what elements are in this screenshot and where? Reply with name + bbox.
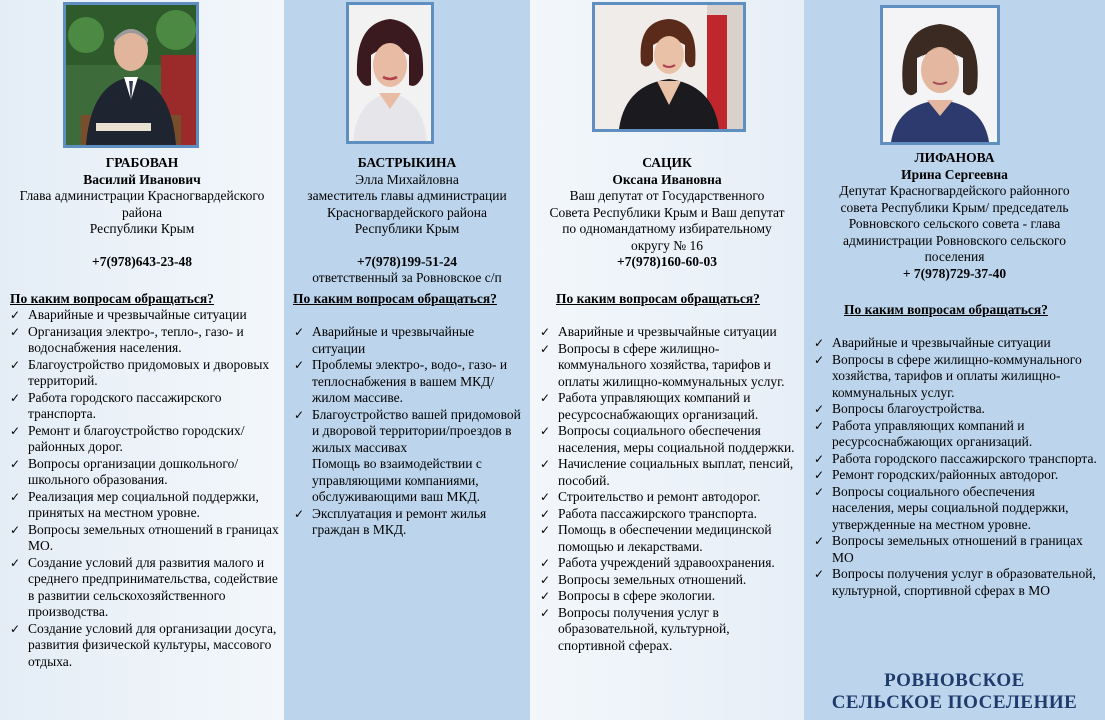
questions-list-grabovan: [8, 307, 280, 670]
questions-list-sacik: [538, 324, 800, 654]
questions-title: По каким вопросам обращаться?: [556, 291, 760, 306]
settlement-title-line1: РОВНОВСКОЕ: [884, 670, 1025, 691]
list-item: ✓ Благоустройство вашей придомовой и дворовой территории/проездов в жилых массивах: [292, 407, 524, 457]
name-bastrykina: Элла Михайловна: [355, 171, 459, 187]
questions-title: По каким вопросам обращаться?: [844, 302, 1048, 317]
person-info-sacik: [530, 155, 804, 271]
list-item: ✓ Ремонт городских/районных автодорог.: [812, 467, 1100, 484]
list-item: ✓ Организация электро-, тепло-, газо- и водоснабжения населения.: [8, 324, 280, 357]
position-line: по одномандатному избирательному: [562, 221, 772, 236]
column-lifanova: [804, 0, 1105, 720]
list-item: ✓ Аварийные и чрезвычайные ситуации: [812, 335, 1100, 352]
name-grabovan: Василий Иванович: [83, 171, 201, 187]
list-item: ✓ Создание условий для развития малого и среднего предпринимательства, содействие в развитии сельскохозяйственного производства.: [8, 555, 280, 621]
list-item: ✓ Проблемы электро-, водо-, газо- и теплоснабжения в вашем МКД/жилом массиве.: [292, 357, 524, 407]
list-item: ✓ Эксплуатация и ремонт жилья граждан в МКД.: [292, 506, 524, 539]
position-line: поселения: [924, 249, 985, 264]
list-item: ✓ Реализация мер социальной поддержки, принятых на местном уровне.: [8, 489, 280, 522]
position-line: администрации Ровновского сельского: [842, 232, 1067, 248]
list-item: ✓ Вопросы в сфере экологии.: [538, 588, 800, 605]
person-info-bastrykina: [284, 155, 530, 287]
photo-grabovan: [63, 2, 199, 148]
list-item: ✓ Вопросы в сфере жилищно-коммунального хозяйства, тарифов и оплаты жилищно-коммунальных услуг.: [538, 341, 800, 391]
column-bastrykina: [284, 0, 530, 720]
list-item: ✓ Строительство и ремонт автодорог.: [538, 489, 800, 506]
position-line: Ваш депутат от Государственного: [569, 188, 765, 203]
position-line: Республики Крым: [89, 221, 195, 236]
list-item: ✓ Создание условий для организации досуга, развития физической культуры, массового отдыха.: [8, 621, 280, 671]
responsible-note: ответственный за Ровновское с/п: [312, 270, 502, 285]
position-line: района: [122, 204, 162, 220]
list-item: ✓ Вопросы социального обеспечения населения, меры социальной поддержки, утвержденные на местном уровне.: [812, 484, 1100, 534]
person-info-grabovan: [0, 155, 284, 270]
settlement-title-line2: СЕЛЬСКОЕ ПОСЕЛЕНИЕ: [831, 692, 1078, 713]
list-item: ✓ Вопросы в сфере жилищно-коммунального хозяйства, тарифов и оплаты жилищно-коммунальных услуг.: [812, 352, 1100, 402]
name-sacik: Оксана Ивановна: [612, 171, 722, 187]
photo-bastrykina: [346, 2, 434, 144]
column-sacik: [530, 0, 804, 720]
column-grabovan: [0, 0, 284, 720]
phone-bastrykina: +7(978)199-51-24: [357, 253, 457, 269]
surname-grabovan: ГРАБОВАН: [105, 155, 179, 170]
list-item: ✓ Работа управляющих компаний и ресурсоснабжающих организаций.: [812, 418, 1100, 451]
list-item: ✓ Работа городского пассажирского транспорта.: [812, 451, 1100, 468]
position-line: Республики Крым: [354, 221, 460, 236]
questions-title: По каким вопросам обращаться?: [293, 291, 497, 306]
photo-sacik: [592, 2, 746, 132]
phone-sacik: +7(978)160-60-03: [617, 254, 717, 269]
list-item: ✓ Начисление социальных выплат, пенсий, пособий.: [538, 456, 800, 489]
list-item: Помощь во взаимодействии с управляющими компаниями, обслуживающими ваш МКД.: [312, 456, 482, 504]
list-item: ✓ Аварийные и чрезвычайные ситуации: [538, 324, 800, 341]
position-line: заместитель главы администрации: [307, 188, 507, 203]
list-item: ✓ Аварийные и чрезвычайные ситуации: [292, 324, 524, 357]
list-item: ✓ Работа управляющих компаний и ресурсоснабжающих организаций.: [538, 390, 800, 423]
phone-grabovan: +7(978)643-23-48: [92, 253, 192, 269]
name-lifanova: Ирина Сергеевна: [901, 166, 1008, 182]
list-item: ✓ Ремонт и благоустройство городских/районных дорог.: [8, 423, 280, 456]
surname-lifanova: ЛИФАНОВА: [914, 150, 995, 165]
list-item: ✓ Работа пассажирского транспорта.: [538, 506, 800, 523]
list-item: ✓ Работа учреждений здравоохранения.: [538, 555, 800, 572]
position-line: Совета Республики Крым и Ваш депутат: [549, 204, 785, 220]
position-line: Глава администрации Красногвардейского: [19, 188, 265, 203]
list-item: ✓ Вопросы земельных отношений.: [538, 572, 800, 589]
list-item: ✓ Благоустройство придомовых и дворовых территорий.: [8, 357, 280, 390]
list-item: ✓ Вопросы получения услуг в образовательной, культурной, спортивной сферах.: [538, 605, 800, 655]
position-line: Депутат Красногвардейского районного: [839, 183, 1070, 198]
surname-sacik: САЦИК: [642, 155, 692, 170]
settlement-title: [804, 670, 1105, 714]
surname-bastrykina: БАСТРЫКИНА: [357, 155, 457, 170]
position-line: Ровновского сельского совета - глава: [848, 216, 1061, 231]
questions-title: По каким вопросам обращаться?: [10, 291, 214, 306]
list-item: ✓ Работа городского пассажирского транспорта.: [8, 390, 280, 423]
list-item: ✓ Вопросы земельных отношений в границах МО.: [8, 522, 280, 555]
list-item: ✓ Аварийные и чрезвычайные ситуации: [8, 307, 280, 324]
list-item: ✓ Вопросы благоустройства.: [812, 401, 1100, 418]
questions-list-bastrykina: [292, 324, 524, 539]
list-item: ✓ Вопросы социального обеспечения населения, меры социальной поддержки.: [538, 423, 800, 456]
position-line: совета Республики Крым/ председатель: [840, 199, 1069, 215]
position-line: Красногвардейского района: [327, 204, 487, 220]
list-item: ✓ Вопросы получения услуг в образовательной, культурной, спортивной сферах в МО: [812, 566, 1100, 599]
list-item: ✓ Вопросы организации дошкольного/школьного образования.: [8, 456, 280, 489]
questions-list-lifanova: [812, 335, 1100, 599]
photo-lifanova: [880, 5, 1000, 145]
person-info-lifanova: [804, 150, 1105, 282]
position-line: округу № 16: [630, 237, 704, 253]
phone-lifanova: + 7(978)729-37-40: [902, 265, 1007, 281]
list-item: ✓ Помощь в обеспечении медицинской помощью и лекарствами.: [538, 522, 800, 555]
list-item: ✓ Вопросы земельных отношений в границах МО: [812, 533, 1100, 566]
